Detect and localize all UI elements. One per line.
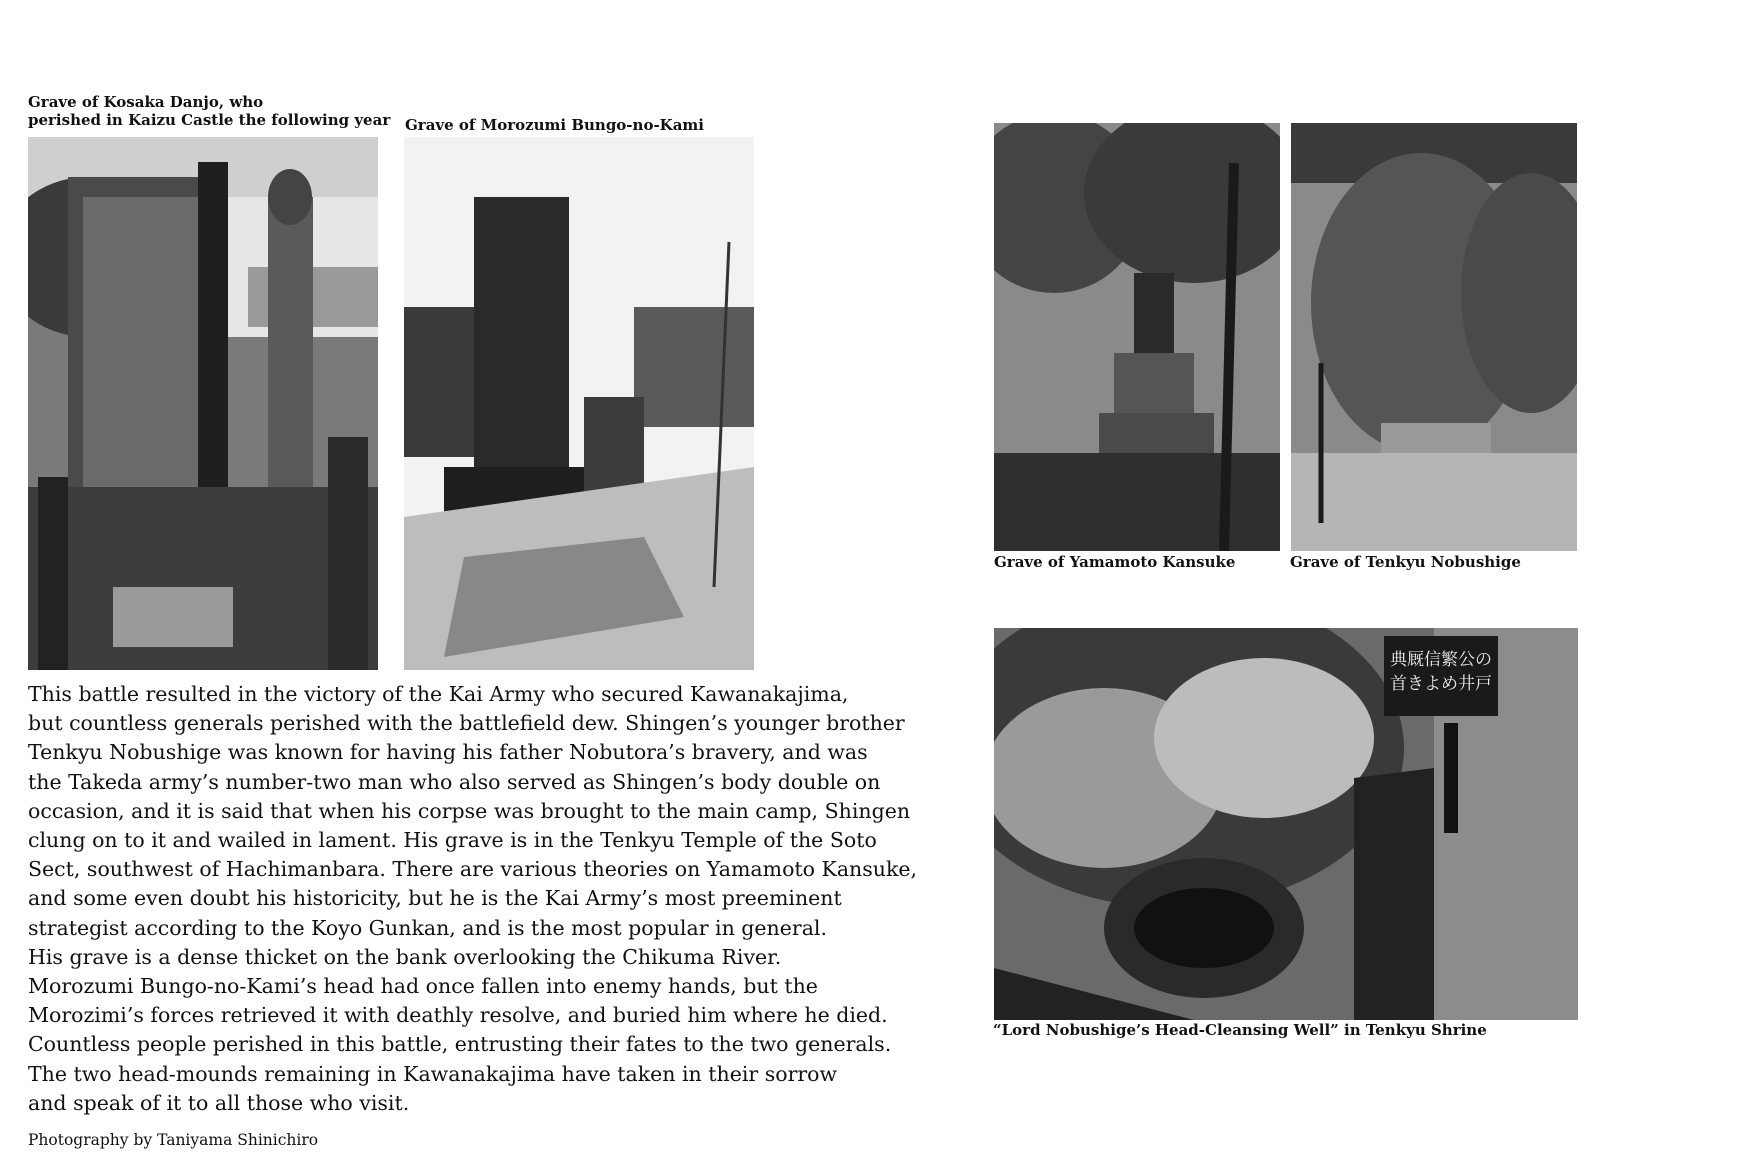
- body-line: and some even doubt his historicity, but he is the Kai Army’s most preeminent: [28, 886, 842, 911]
- sign-line: 典厩信繁公の: [1390, 650, 1492, 670]
- caption-line: Grave of Morozumi Bungo-no-Kami: [405, 116, 704, 134]
- body-line: Countless people perished in this battle, entrusting their fates to the two generals.: [28, 1032, 892, 1057]
- photo-head-cleansing-well: [994, 628, 1578, 1020]
- body-line: Tenkyu Nobushige was known for having his father Nobutora’s bravery, and was: [28, 740, 868, 765]
- caption-line: Grave of Tenkyu Nobushige: [1290, 553, 1521, 571]
- body-line: occasion, and it is said that when his corpse was brought to the main camp, Shingen: [28, 798, 911, 823]
- article-body: [28, 680, 948, 1118]
- body-line: the Takeda army’s number-two man who also served as Shingen’s body double on: [28, 769, 881, 794]
- photo-caption-well: [993, 1021, 1487, 1039]
- photo-credit: Photography by Taniyama Shinichiro: [28, 1131, 319, 1149]
- photo-caption-tenkyu: [1290, 553, 1521, 571]
- body-line: clung on to it and wailed in lament. His grave is in the Tenkyu Temple of the Soto: [28, 828, 877, 853]
- body-line: His grave is a dense thicket on the bank overlooking the Chikuma River.: [28, 944, 782, 969]
- body-line: Morozumi Bungo-no-Kami’s head had once fallen into enemy hands, but the: [28, 974, 818, 999]
- caption-line: Grave of Yamamoto Kansuke: [994, 553, 1236, 571]
- photo-yamamoto-grave: [994, 123, 1280, 551]
- photo-tenkyu-grave: [1291, 123, 1577, 551]
- photo-caption-yamamoto: [994, 553, 1235, 571]
- photo-morozumi-grave: [404, 137, 754, 670]
- photo-kosaka-grave: [28, 137, 378, 670]
- body-line: strategist according to the Koyo Gunkan, and is the most popular in general.: [28, 915, 827, 940]
- photo-caption-morozumi: [405, 116, 704, 134]
- body-line: Sect, southwest of Hachimanbara. There are various theories on Yamamoto Kansuke,: [28, 857, 918, 882]
- body-line: This battle resulted in the victory of the Kai Army who secured Kawanakajima,: [28, 682, 849, 706]
- body-line: Morozimi’s forces retrieved it with deathly resolve, and buried him where he died.: [28, 1003, 888, 1028]
- caption-line: perished in Kaizu Castle the following year: [28, 111, 391, 129]
- caption-line: Grave of Kosaka Danjo, who: [28, 93, 264, 111]
- body-line: and speak of it to all those who visit.: [28, 1090, 410, 1115]
- sign-line: 首きよめ井戸: [1390, 674, 1492, 694]
- body-line: The two head-mounds remaining in Kawanakajima have taken in their sorrow: [28, 1061, 838, 1086]
- body-line: but countless generals perished with the battlefield dew. Shingen’s younger brother: [28, 711, 905, 736]
- caption-line: “Lord Nobushige’s Head-Cleansing Well” in Tenkyu Shrine: [993, 1021, 1487, 1039]
- well-signboard: [1384, 636, 1498, 716]
- photo-caption-kosaka: [28, 93, 390, 129]
